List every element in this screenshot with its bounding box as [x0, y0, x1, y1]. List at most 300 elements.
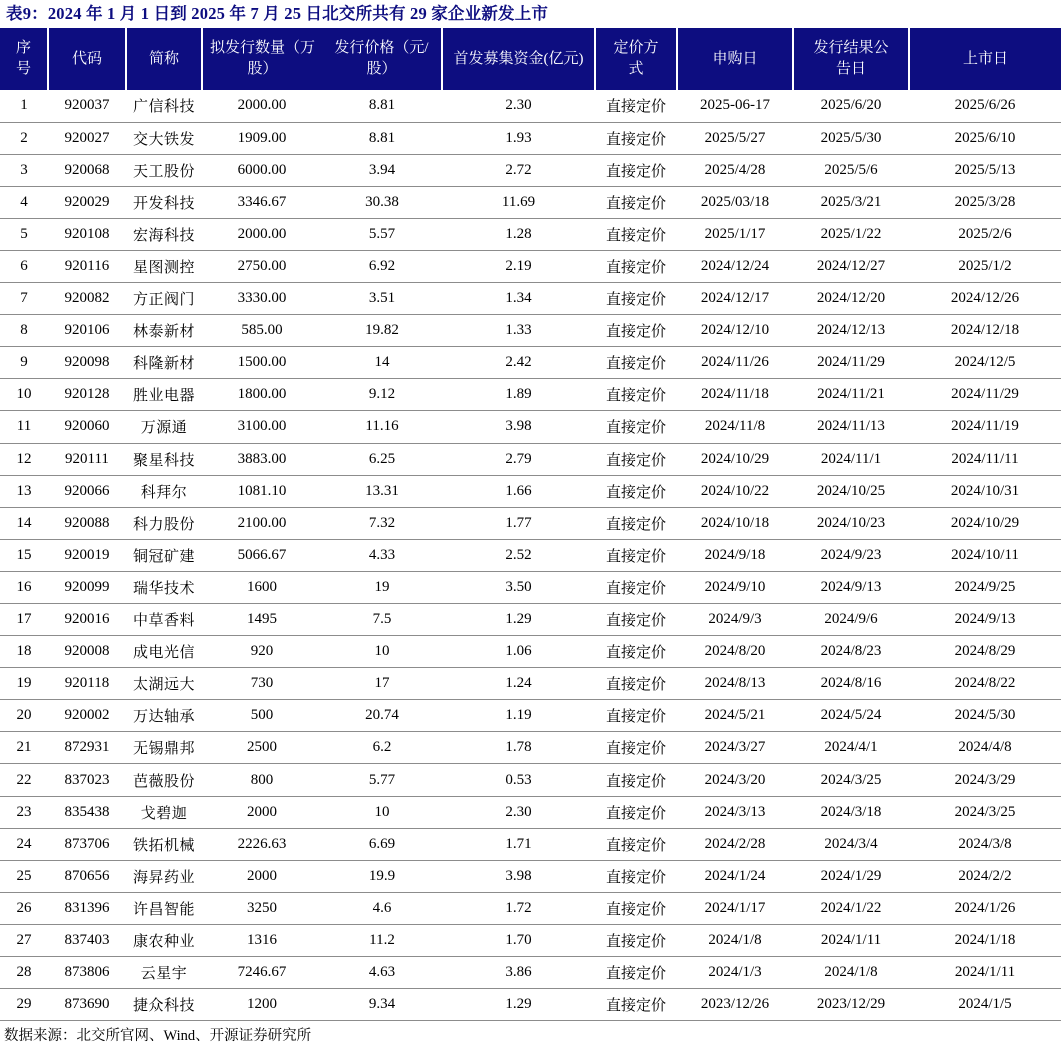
table-row	[0, 924, 1061, 956]
header-line: 发行结果公	[813, 40, 889, 56]
cell-announcement-date: 2024/4/1	[793, 732, 909, 764]
cell-price: 5.77	[322, 764, 442, 796]
table-row	[0, 475, 1061, 507]
cell-index: 10	[0, 379, 48, 411]
cell-price: 10	[322, 796, 442, 828]
cell-listing-date: 2024/1/11	[909, 957, 1061, 989]
column-header-pricing-mode	[595, 28, 677, 90]
cell-subscription-date: 2024/5/21	[677, 700, 793, 732]
cell-announcement-date: 2025/6/20	[793, 90, 909, 122]
page-title: 表9：2024 年 1 月 1 日到 2025 年 7 月 25 日北交所共有 29 家企业新发上市	[6, 4, 549, 23]
table-row	[0, 218, 1061, 250]
cell-subscription-date: 2025/4/28	[677, 154, 793, 186]
cell-code: 920029	[48, 186, 126, 218]
cell-pricing-mode: 直接定价	[595, 411, 677, 443]
cell-price: 6.25	[322, 443, 442, 475]
cell-subscription-date: 2024/3/27	[677, 732, 793, 764]
header-line: 号	[15, 61, 31, 77]
cell-listing-date: 2025/6/26	[909, 90, 1061, 122]
table-row	[0, 732, 1061, 764]
cell-announcement-date: 2024/8/16	[793, 668, 909, 700]
cell-name: 星图测控	[126, 250, 202, 282]
cell-raised: 1.06	[442, 636, 595, 668]
cell-quantity: 1909.00	[202, 122, 322, 154]
cell-price: 6.69	[322, 828, 442, 860]
cell-pricing-mode: 直接定价	[595, 700, 677, 732]
column-header-quantity	[202, 28, 322, 90]
cell-pricing-mode: 直接定价	[595, 571, 677, 603]
table-row	[0, 668, 1061, 700]
cell-subscription-date: 2024/9/18	[677, 539, 793, 571]
cell-listing-date: 2024/2/2	[909, 860, 1061, 892]
cell-code: 837023	[48, 764, 126, 796]
cell-quantity: 800	[202, 764, 322, 796]
table-row	[0, 283, 1061, 315]
cell-announcement-date: 2024/3/4	[793, 828, 909, 860]
cell-quantity: 3100.00	[202, 411, 322, 443]
cell-announcement-date: 2024/9/13	[793, 571, 909, 603]
cell-name: 戈碧迦	[126, 796, 202, 828]
cell-raised: 2.30	[442, 796, 595, 828]
table-row	[0, 571, 1061, 603]
cell-raised: 2.30	[442, 90, 595, 122]
cell-name: 无锡鼎邦	[126, 732, 202, 764]
column-header-raised	[442, 28, 595, 90]
header-line: 告日	[835, 61, 866, 77]
cell-announcement-date: 2024/12/27	[793, 250, 909, 282]
cell-announcement-date: 2024/1/8	[793, 957, 909, 989]
table-row	[0, 828, 1061, 860]
cell-raised: 1.29	[442, 604, 595, 636]
cell-code: 920066	[48, 475, 126, 507]
cell-name: 开发科技	[126, 186, 202, 218]
cell-quantity: 6000.00	[202, 154, 322, 186]
cell-quantity: 7246.67	[202, 957, 322, 989]
cell-quantity: 1081.10	[202, 475, 322, 507]
cell-pricing-mode: 直接定价	[595, 828, 677, 860]
cell-raised: 3.98	[442, 411, 595, 443]
cell-pricing-mode: 直接定价	[595, 636, 677, 668]
cell-subscription-date: 2024/9/10	[677, 571, 793, 603]
cell-subscription-date: 2024/3/20	[677, 764, 793, 796]
table-header	[0, 28, 1061, 90]
cell-code: 831396	[48, 892, 126, 924]
cell-subscription-date: 2025-06-17	[677, 90, 793, 122]
cell-pricing-mode: 直接定价	[595, 475, 677, 507]
cell-quantity: 2000	[202, 796, 322, 828]
cell-listing-date: 2024/5/30	[909, 700, 1061, 732]
cell-name: 捷众科技	[126, 989, 202, 1021]
ipo-listing-table	[0, 28, 1061, 1021]
table-row	[0, 347, 1061, 379]
cell-pricing-mode: 直接定价	[595, 989, 677, 1021]
cell-raised: 11.69	[442, 186, 595, 218]
cell-name: 科隆新材	[126, 347, 202, 379]
cell-subscription-date: 2024/11/8	[677, 411, 793, 443]
cell-announcement-date: 2024/9/23	[793, 539, 909, 571]
table-row	[0, 122, 1061, 154]
header-row	[0, 28, 1061, 90]
cell-quantity: 2226.63	[202, 828, 322, 860]
cell-raised: 1.89	[442, 379, 595, 411]
cell-listing-date: 2024/8/22	[909, 668, 1061, 700]
cell-subscription-date: 2024/1/8	[677, 924, 793, 956]
cell-announcement-date: 2024/1/29	[793, 860, 909, 892]
cell-price: 7.5	[322, 604, 442, 636]
cell-code: 835438	[48, 796, 126, 828]
cell-raised: 1.66	[442, 475, 595, 507]
cell-name: 太湖远大	[126, 668, 202, 700]
cell-pricing-mode: 直接定价	[595, 604, 677, 636]
cell-code: 920088	[48, 507, 126, 539]
cell-code: 920106	[48, 315, 126, 347]
cell-code: 920016	[48, 604, 126, 636]
cell-price: 3.51	[322, 283, 442, 315]
cell-index: 14	[0, 507, 48, 539]
column-header-announcement-date	[793, 28, 909, 90]
cell-index: 9	[0, 347, 48, 379]
table-row	[0, 507, 1061, 539]
cell-subscription-date: 2024/12/10	[677, 315, 793, 347]
cell-subscription-date: 2025/5/27	[677, 122, 793, 154]
cell-listing-date: 2024/4/8	[909, 732, 1061, 764]
cell-name: 康农种业	[126, 924, 202, 956]
cell-announcement-date: 2025/3/21	[793, 186, 909, 218]
cell-subscription-date: 2024/8/20	[677, 636, 793, 668]
cell-pricing-mode: 直接定价	[595, 186, 677, 218]
cell-raised: 0.53	[442, 764, 595, 796]
cell-quantity: 2500	[202, 732, 322, 764]
cell-code: 920019	[48, 539, 126, 571]
cell-index: 5	[0, 218, 48, 250]
header-line: 式	[628, 61, 644, 77]
cell-name: 胜业电器	[126, 379, 202, 411]
cell-name: 交大铁发	[126, 122, 202, 154]
cell-code: 920108	[48, 218, 126, 250]
cell-name: 中草香料	[126, 604, 202, 636]
cell-quantity: 5066.67	[202, 539, 322, 571]
header-line: 首发募集资金(亿元)	[453, 50, 584, 67]
cell-raised: 3.86	[442, 957, 595, 989]
header-line: 拟发行数量（万	[209, 40, 315, 56]
cell-listing-date: 2024/1/18	[909, 924, 1061, 956]
column-header-price	[322, 28, 442, 90]
cell-listing-date: 2024/11/11	[909, 443, 1061, 475]
cell-code: 920099	[48, 571, 126, 603]
header-line: 定价方	[613, 40, 659, 56]
cell-price: 9.12	[322, 379, 442, 411]
cell-raised: 2.19	[442, 250, 595, 282]
cell-quantity: 2750.00	[202, 250, 322, 282]
cell-code: 920082	[48, 283, 126, 315]
table-row	[0, 411, 1061, 443]
cell-quantity: 1500.00	[202, 347, 322, 379]
cell-price: 19	[322, 571, 442, 603]
cell-index: 28	[0, 957, 48, 989]
cell-announcement-date: 2025/5/6	[793, 154, 909, 186]
cell-index: 27	[0, 924, 48, 956]
cell-subscription-date: 2024/12/24	[677, 250, 793, 282]
cell-listing-date: 2024/10/29	[909, 507, 1061, 539]
cell-raised: 1.33	[442, 315, 595, 347]
cell-pricing-mode: 直接定价	[595, 764, 677, 796]
cell-listing-date: 2024/10/31	[909, 475, 1061, 507]
cell-code: 837403	[48, 924, 126, 956]
cell-index: 25	[0, 860, 48, 892]
cell-announcement-date: 2024/1/11	[793, 924, 909, 956]
cell-listing-date: 2024/3/8	[909, 828, 1061, 860]
cell-name: 铁拓机械	[126, 828, 202, 860]
cell-announcement-date: 2024/3/25	[793, 764, 909, 796]
cell-index: 21	[0, 732, 48, 764]
cell-pricing-mode: 直接定价	[595, 154, 677, 186]
cell-raised: 1.78	[442, 732, 595, 764]
column-header-code	[48, 28, 126, 90]
cell-name: 方正阀门	[126, 283, 202, 315]
cell-price: 19.82	[322, 315, 442, 347]
cell-pricing-mode: 直接定价	[595, 283, 677, 315]
table-row	[0, 315, 1061, 347]
cell-announcement-date: 2024/9/6	[793, 604, 909, 636]
cell-raised: 1.28	[442, 218, 595, 250]
cell-listing-date: 2024/9/13	[909, 604, 1061, 636]
cell-subscription-date: 2024/9/3	[677, 604, 793, 636]
cell-pricing-mode: 直接定价	[595, 957, 677, 989]
cell-name: 天工股份	[126, 154, 202, 186]
cell-code: 920068	[48, 154, 126, 186]
cell-announcement-date: 2024/1/22	[793, 892, 909, 924]
header-line: 股）	[366, 61, 397, 77]
cell-pricing-mode: 直接定价	[595, 218, 677, 250]
cell-name: 万源通	[126, 411, 202, 443]
cell-subscription-date: 2024/1/3	[677, 957, 793, 989]
cell-pricing-mode: 直接定价	[595, 860, 677, 892]
cell-pricing-mode: 直接定价	[595, 796, 677, 828]
cell-announcement-date: 2024/11/13	[793, 411, 909, 443]
cell-raised: 3.50	[442, 571, 595, 603]
cell-raised: 1.93	[442, 122, 595, 154]
cell-quantity: 585.00	[202, 315, 322, 347]
cell-quantity: 1200	[202, 989, 322, 1021]
cell-price: 3.94	[322, 154, 442, 186]
cell-index: 11	[0, 411, 48, 443]
cell-announcement-date: 2024/12/13	[793, 315, 909, 347]
cell-quantity: 3330.00	[202, 283, 322, 315]
cell-listing-date: 2025/1/2	[909, 250, 1061, 282]
cell-quantity: 3883.00	[202, 443, 322, 475]
cell-listing-date: 2024/8/29	[909, 636, 1061, 668]
cell-quantity: 2100.00	[202, 507, 322, 539]
cell-price: 13.31	[322, 475, 442, 507]
cell-name: 芭薇股份	[126, 764, 202, 796]
cell-raised: 3.98	[442, 860, 595, 892]
cell-quantity: 730	[202, 668, 322, 700]
cell-subscription-date: 2024/3/13	[677, 796, 793, 828]
cell-subscription-date: 2024/1/24	[677, 860, 793, 892]
cell-quantity: 2000.00	[202, 218, 322, 250]
cell-announcement-date: 2024/10/23	[793, 507, 909, 539]
cell-code: 920116	[48, 250, 126, 282]
cell-listing-date: 2024/3/25	[909, 796, 1061, 828]
cell-index: 1	[0, 90, 48, 122]
cell-quantity: 2000.00	[202, 90, 322, 122]
cell-announcement-date: 2025/1/22	[793, 218, 909, 250]
cell-announcement-date: 2024/10/25	[793, 475, 909, 507]
cell-code: 873690	[48, 989, 126, 1021]
cell-raised: 1.24	[442, 668, 595, 700]
cell-announcement-date: 2024/5/24	[793, 700, 909, 732]
column-header-index	[0, 28, 48, 90]
cell-subscription-date: 2025/03/18	[677, 186, 793, 218]
header-line: 发行价格（元/	[334, 40, 429, 56]
cell-name: 广信科技	[126, 90, 202, 122]
cell-listing-date: 2024/1/5	[909, 989, 1061, 1021]
cell-quantity: 1600	[202, 571, 322, 603]
cell-announcement-date: 2025/5/30	[793, 122, 909, 154]
cell-listing-date: 2024/11/29	[909, 379, 1061, 411]
table-row	[0, 989, 1061, 1021]
table-row	[0, 796, 1061, 828]
cell-code: 920037	[48, 90, 126, 122]
cell-price: 7.32	[322, 507, 442, 539]
cell-price: 4.6	[322, 892, 442, 924]
cell-listing-date: 2025/2/6	[909, 218, 1061, 250]
cell-subscription-date: 2024/2/28	[677, 828, 793, 860]
cell-name: 成电光信	[126, 636, 202, 668]
cell-listing-date: 2024/11/19	[909, 411, 1061, 443]
cell-raised: 2.72	[442, 154, 595, 186]
cell-listing-date: 2025/3/28	[909, 186, 1061, 218]
cell-announcement-date: 2024/11/21	[793, 379, 909, 411]
column-header-subscription-date	[677, 28, 793, 90]
cell-subscription-date: 2024/11/18	[677, 379, 793, 411]
cell-announcement-date: 2024/11/1	[793, 443, 909, 475]
cell-price: 6.92	[322, 250, 442, 282]
cell-price: 30.38	[322, 186, 442, 218]
cell-listing-date: 2024/10/11	[909, 539, 1061, 571]
cell-subscription-date: 2024/8/13	[677, 668, 793, 700]
cell-index: 17	[0, 604, 48, 636]
cell-code: 920128	[48, 379, 126, 411]
cell-pricing-mode: 直接定价	[595, 250, 677, 282]
cell-subscription-date: 2024/10/18	[677, 507, 793, 539]
cell-index: 20	[0, 700, 48, 732]
cell-listing-date: 2024/12/26	[909, 283, 1061, 315]
cell-price: 11.2	[322, 924, 442, 956]
cell-name: 瑞华技术	[126, 571, 202, 603]
cell-announcement-date: 2023/12/29	[793, 989, 909, 1021]
cell-code: 872931	[48, 732, 126, 764]
cell-pricing-mode: 直接定价	[595, 315, 677, 347]
table-row	[0, 700, 1061, 732]
cell-index: 15	[0, 539, 48, 571]
cell-name: 科拜尔	[126, 475, 202, 507]
cell-code: 920098	[48, 347, 126, 379]
cell-price: 19.9	[322, 860, 442, 892]
cell-index: 2	[0, 122, 48, 154]
cell-subscription-date: 2024/12/17	[677, 283, 793, 315]
cell-raised: 1.77	[442, 507, 595, 539]
cell-code: 920060	[48, 411, 126, 443]
cell-price: 17	[322, 668, 442, 700]
cell-price: 6.2	[322, 732, 442, 764]
cell-quantity: 3250	[202, 892, 322, 924]
cell-announcement-date: 2024/3/18	[793, 796, 909, 828]
cell-quantity: 1316	[202, 924, 322, 956]
column-header-listing-date	[909, 28, 1061, 90]
cell-pricing-mode: 直接定价	[595, 924, 677, 956]
table-row	[0, 443, 1061, 475]
cell-index: 13	[0, 475, 48, 507]
cell-subscription-date: 2024/1/17	[677, 892, 793, 924]
cell-index: 6	[0, 250, 48, 282]
header-line: 股）	[247, 61, 278, 77]
cell-pricing-mode: 直接定价	[595, 443, 677, 475]
cell-price: 8.81	[322, 122, 442, 154]
table-row	[0, 636, 1061, 668]
cell-announcement-date: 2024/12/20	[793, 283, 909, 315]
cell-raised: 1.70	[442, 924, 595, 956]
cell-price: 8.81	[322, 90, 442, 122]
cell-announcement-date: 2024/11/29	[793, 347, 909, 379]
cell-subscription-date: 2024/10/29	[677, 443, 793, 475]
cell-index: 4	[0, 186, 48, 218]
cell-pricing-mode: 直接定价	[595, 539, 677, 571]
cell-index: 26	[0, 892, 48, 924]
cell-quantity: 920	[202, 636, 322, 668]
cell-code: 920111	[48, 443, 126, 475]
cell-index: 18	[0, 636, 48, 668]
header-line: 上市日	[962, 50, 1008, 67]
cell-raised: 2.79	[442, 443, 595, 475]
cell-pricing-mode: 直接定价	[595, 507, 677, 539]
cell-name: 宏海科技	[126, 218, 202, 250]
cell-price: 4.63	[322, 957, 442, 989]
table-body	[0, 90, 1061, 1021]
cell-price: 14	[322, 347, 442, 379]
table-row	[0, 186, 1061, 218]
cell-listing-date: 2024/9/25	[909, 571, 1061, 603]
header-line: 简称	[148, 50, 179, 67]
cell-price: 5.57	[322, 218, 442, 250]
cell-name: 许昌智能	[126, 892, 202, 924]
cell-quantity: 1495	[202, 604, 322, 636]
cell-code: 920027	[48, 122, 126, 154]
table-row	[0, 379, 1061, 411]
cell-quantity: 1800.00	[202, 379, 322, 411]
cell-name: 铜冠矿建	[126, 539, 202, 571]
cell-raised: 2.42	[442, 347, 595, 379]
cell-price: 20.74	[322, 700, 442, 732]
cell-price: 11.16	[322, 411, 442, 443]
cell-listing-date: 2024/12/18	[909, 315, 1061, 347]
table-row	[0, 90, 1061, 122]
cell-raised: 1.19	[442, 700, 595, 732]
cell-name: 聚星科技	[126, 443, 202, 475]
cell-price: 9.34	[322, 989, 442, 1021]
cell-code: 873706	[48, 828, 126, 860]
cell-announcement-date: 2024/8/23	[793, 636, 909, 668]
cell-pricing-mode: 直接定价	[595, 90, 677, 122]
table-row	[0, 539, 1061, 571]
cell-pricing-mode: 直接定价	[595, 732, 677, 764]
cell-code: 920002	[48, 700, 126, 732]
cell-pricing-mode: 直接定价	[595, 347, 677, 379]
header-line: 申购日	[712, 50, 758, 67]
cell-raised: 1.34	[442, 283, 595, 315]
cell-subscription-date: 2024/10/22	[677, 475, 793, 507]
cell-listing-date: 2025/6/10	[909, 122, 1061, 154]
